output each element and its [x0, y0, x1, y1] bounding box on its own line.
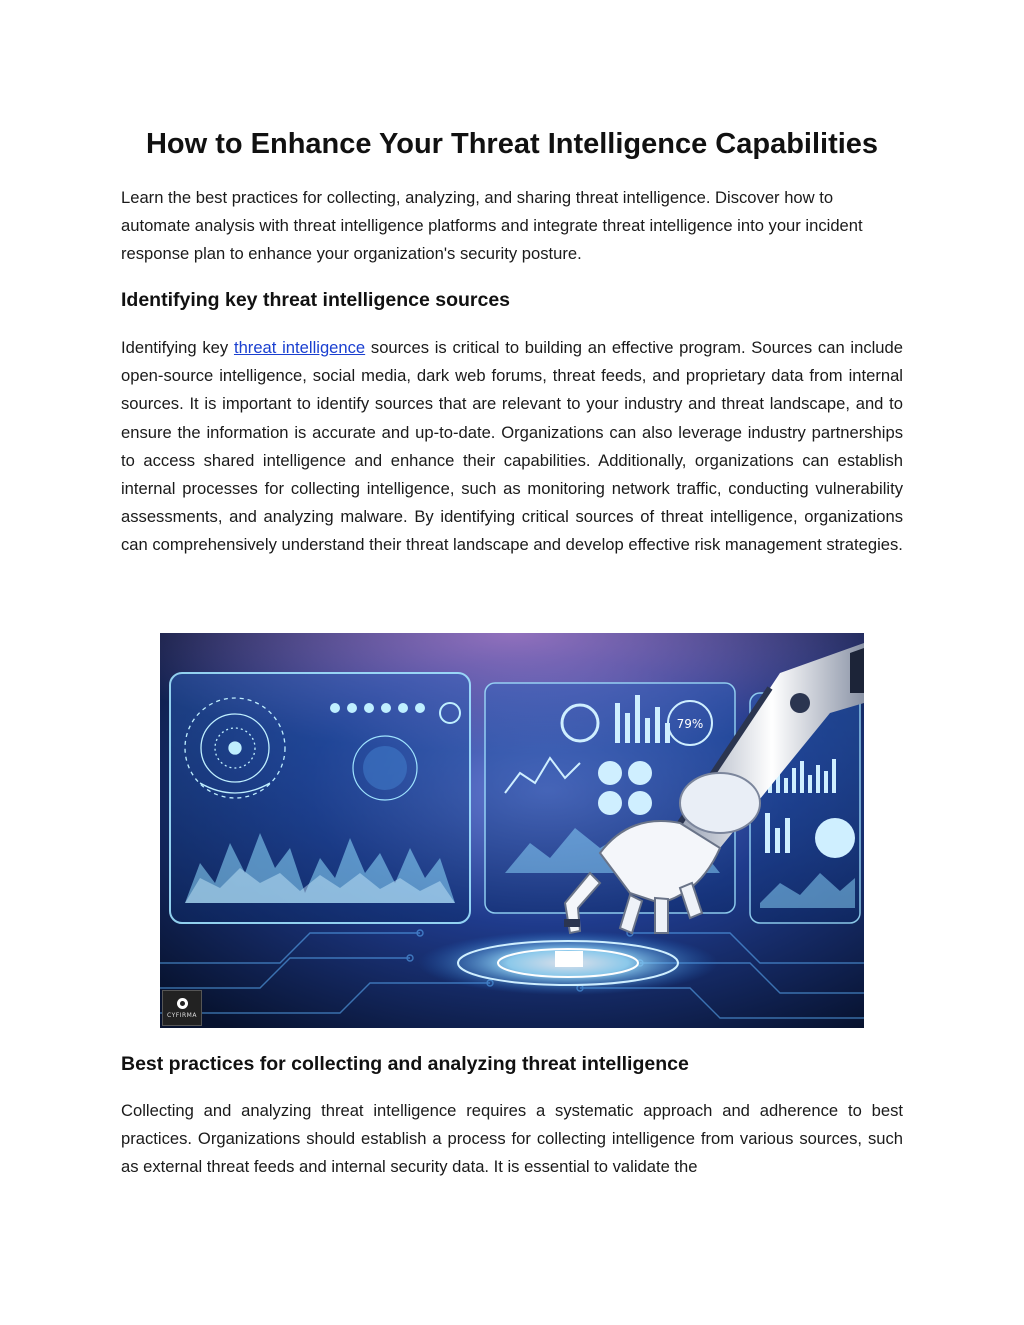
best-practices-paragraph: Collecting and analyzing threat intelligence requires a systematic approach and adherence to best practices. Organizations should establish a process for collecting intelligence from various sources, such as external threat feeds and internal security data. It is essential to validate the	[121, 1101, 903, 1177]
logo-text: CYFIRMA	[167, 1011, 197, 1019]
sources-paragraph	[121, 334, 903, 560]
illustration-artwork	[160, 633, 864, 1028]
page-title: How to Enhance Your Threat Intelligence Capabilities	[145, 128, 879, 160]
logo-icon	[177, 998, 188, 1009]
threat-intelligence-link[interactable]: threat intelligence	[233, 338, 366, 357]
intro-paragraph: Learn the best practices for collecting, analyzing, and sharing threat intelligence. Discover how to automate analysis with threat intelligence platforms and integrate threat intelligence into your incident response plan to enhance your organization's security posture.	[121, 188, 863, 264]
section-heading-sources: Identifying key threat intelligence sources	[121, 289, 511, 311]
sources-text-start: Identifying key	[121, 338, 234, 357]
cyfirma-logo	[162, 990, 202, 1026]
robot-hand-illustration	[160, 633, 864, 1028]
section-heading-best-practices: Best practices for collecting and analyzing threat intelligence	[121, 1053, 689, 1075]
sources-text-rest: sources is critical to building an effective program. Sources can include open-source intelligence, social media, dark web forums, threat feeds, and proprietary data from internal sources. It is important to identify sources that are relevant to your industry and threat landscape, and to ensure the information is accurate and up-to-date. Organizations can also leverage industry partnerships to access shared intelligence and enhance their capabilities. Additionally, organizations can establish internal processes for collecting intelligence, such as monitoring network traffic, conducting vulnerability assessments, and analyzing malware. By identifying critical sources of threat intelligence, organizations can comprehensively understand their threat landscape and develop effective risk management strategies.	[121, 338, 903, 555]
gauge-percent-label: 79%	[676, 717, 704, 731]
